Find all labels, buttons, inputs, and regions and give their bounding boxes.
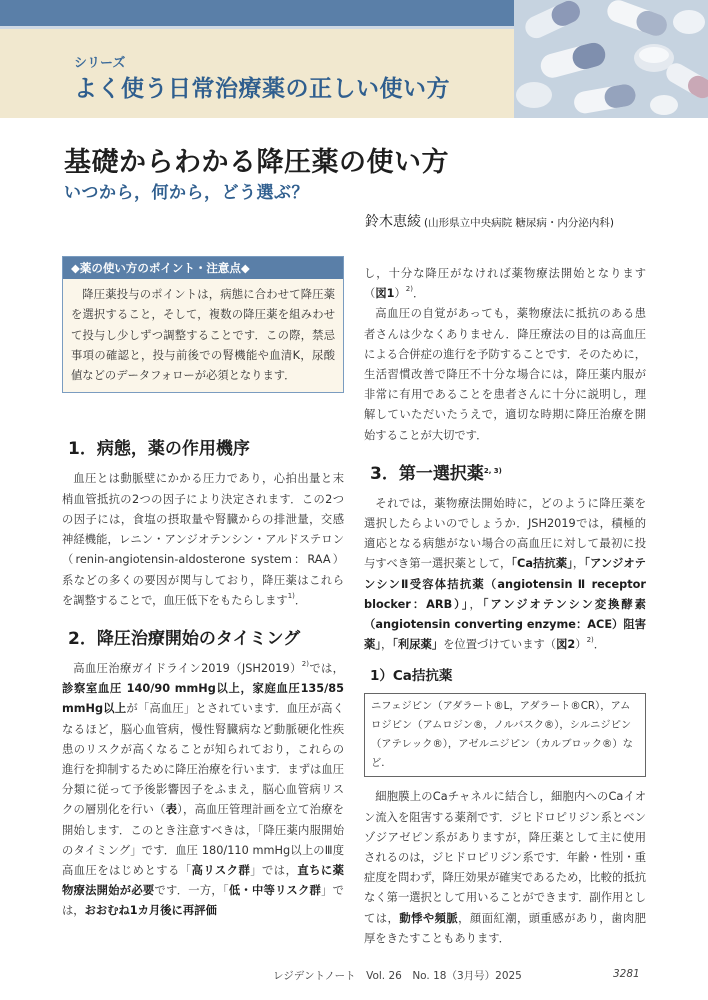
point-box-heading: ◆薬の使い方のポイント・注意点◆ <box>63 257 343 279</box>
author-name: 鈴木恵綾 <box>365 214 421 230</box>
left-column <box>62 256 344 922</box>
section-1-paragraph: 血圧とは動脈壁にかかる圧力であり，心拍出量と末梢血管抵抗の2つの因子により決定されます．この2つの因子には，食塩の摂取量や腎臓からの排泄量，交感神経機能，レニン・アンジオテンシン・アルドステロン（renin-angiotensin-aldosterone system：RAA）系などの多くの要因が関与しており，降圧薬はこれらを調整することで，血圧低下をもたらします$^{1)}$． <box>62 472 344 607</box>
section-2-heading: 2．降圧治療開始のタイミング <box>68 628 301 649</box>
point-box <box>62 256 344 393</box>
drug-list-box: ニフェジピン（アダラート®L，アダラート®CR），アムロジピン（アムロジン®，ノルバスク®），シルニジピン（アテレック®），アゼルニジピン（カルブロック®）など． <box>364 693 646 777</box>
section-3-heading: 3．第一選択薬$^{2, 3)}$ <box>370 463 502 484</box>
section-2-paragraph: 高血圧治療ガイドライン$2019(JSH2019)^{2)}$では，診察室血圧 140/90 mmHg以上，家庭血圧135/85 mmHg以上が「高血圧」とされています．血圧が高くなるほど，脳心血管病，慢性腎臓病など動脈硬化性疾患のリスクが高くなることが知られており，これらの進行を抑制するために降圧治療を行います．まずは血圧分類に従って予後影響因子をふまえ，脳心血管病リスクの層別化を行い（表），高血圧管理計画を立て治療を開始します．このとき注意すべきは，「降圧薬内服開始のタイミング」です．血圧 180/110 mmHg以上のⅢ度高血圧をはじめとする「高リスク群」では，直ちに薬物療法開始が必要です．一方，「低・中等リスク群」では，おおむね1カ月後に再評価 <box>62 659 344 918</box>
section-3-paragraph: それでは，薬物療法開始時に，どのように降圧薬を選択したらよいのでしょうか．JSH2019では，積極的適応となる病態がない場合の高血圧に対して最初に投与すべき第一選択薬として，「Ca拮抗薬」，「アンジオテンシンⅡ受容体拮抗薬（angiotensin Ⅱ receptor blocker：ARB）」，「アンジオテンシン変換酵素（angiotensin converting enzyme：ACE）阻害薬」，「利尿薬」を位置づけています（図2）$^{2)}$． <box>364 496 646 652</box>
point-box-body: 降圧薬投与のポイントは，病態に合わせて降圧薬を選択すること，そして，複数の降圧薬を組みわせて投与し少しずつ調整することです．この際，禁忌事項の確認と，投与前後での腎機能や血清K，尿酸値などのデータフォローが必須となります． <box>71 288 335 383</box>
page-number: 3281 <box>613 968 640 980</box>
author-affiliation: (山形県立中央病院 糖尿病・内分泌内科) <box>424 217 615 229</box>
right-column <box>364 264 646 949</box>
section-1-heading: 1．病態，薬の作用機序 <box>68 439 250 460</box>
article-title: 基礎からわかる降圧薬の使い方 <box>64 147 449 178</box>
subsection-ca-paragraph: 細胞膜上のCaチャネルに結合し，細胞内へのCaイオン流入を阻害する薬剤です．ジヒドロピリジン系とベンゾジアゼピン系がありますが，降圧薬として主に使用されるのは，ジヒドロピリジン系です．年齢・性別・重症度を問わず，降圧効果が確実であるため，比較的抵抗なく第一選択として用いることができます．副作用としては，動悸や頻脈，顔面紅潮，頭重感があり，歯肉肥厚をきたすこともあります． <box>364 790 646 945</box>
series-title: よく使う日常治療薬の正しい使い方 <box>74 76 450 102</box>
pills-photo <box>514 0 708 118</box>
subsection-ca-heading: 1）Ca拮抗薬 <box>370 668 453 685</box>
series-label: シリーズ <box>74 56 126 71</box>
section-2-paragraph-2: 高血圧の自覚があっても，薬物療法に抵抗のある患者さんは少なくありません．降圧療法の目的は高血圧による合併症の進行を予防することです．そのために，生活習慣改善で降圧不十分な場合には，降圧薬内服が非常に有用であることを患者さんに十分に説明し，理解していただいたうえで，適切な時期に降圧治療を開始することが大切です． <box>364 307 646 442</box>
article-subtitle: いつから，何から，どう選ぶ？ <box>64 183 309 203</box>
author-line <box>365 211 614 231</box>
header-blue-bar <box>0 0 514 26</box>
pills-illustration <box>514 0 708 118</box>
journal-citation: レジデントノート Vol. 26 No. 18（3月号）2025 <box>273 970 522 982</box>
header-divider <box>0 26 514 29</box>
section-2-paragraph-continued: し，十分な降圧がなければ薬物療法開始となります（図1）$^{2)}$． <box>364 267 646 301</box>
